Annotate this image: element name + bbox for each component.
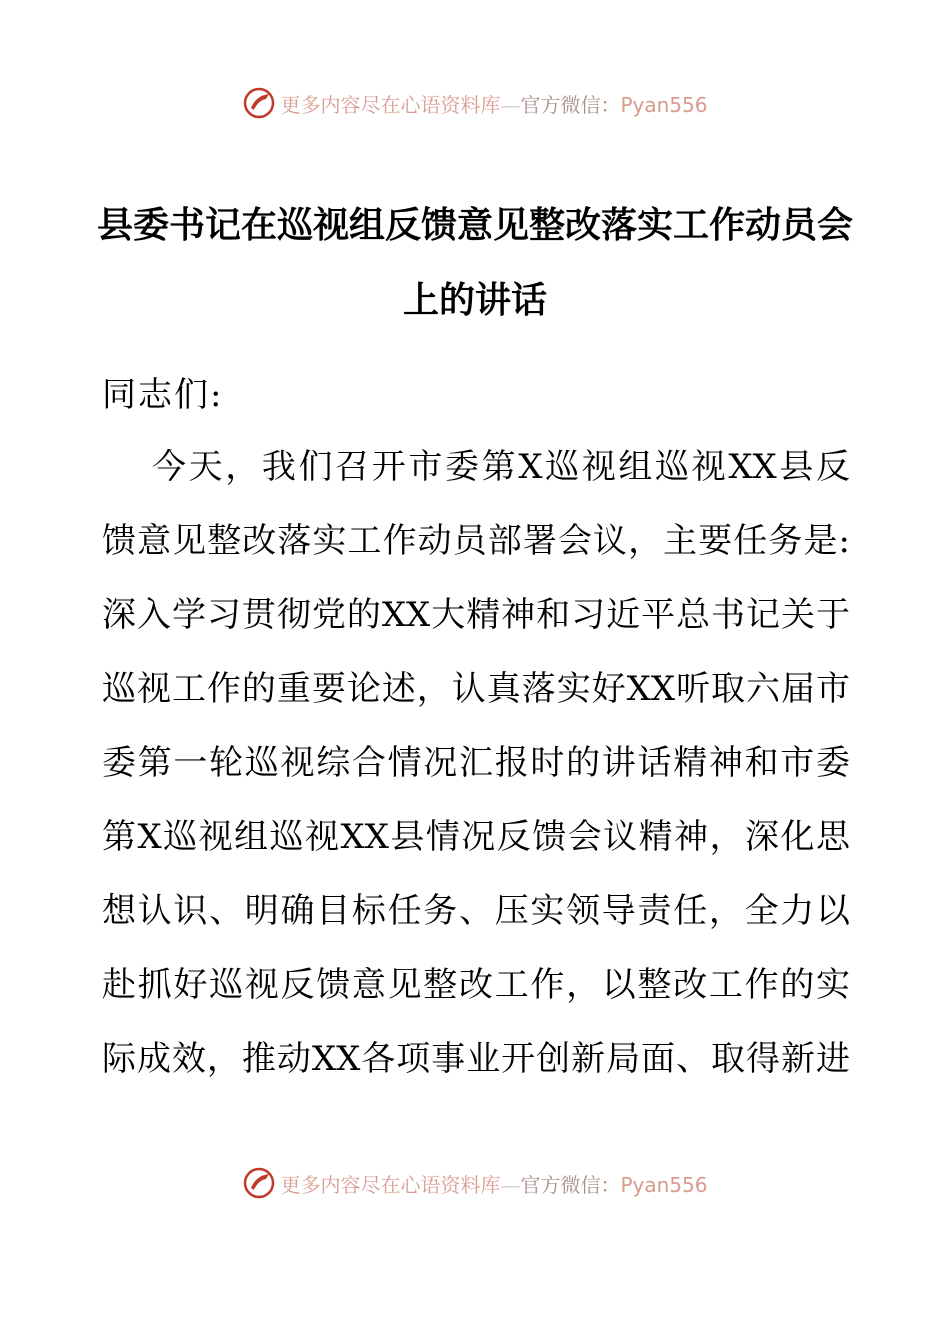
body-line-8: 赴抓好巡视反馈意见整改工作，以整改工作的实 [102,965,850,1005]
body-line-3: 深入学习贯彻党的XX大精神和习近平总书记关于 [102,595,850,635]
document-title-line1: 县委书记在巡视组反馈意见整改落实工作动员会 [96,205,853,246]
document-title-line2: 上的讲话 [402,280,547,321]
pen-logo-icon [242,86,276,120]
pen-logo-icon [242,1166,276,1200]
banner-separator: — [500,1172,521,1197]
body-line-5: 委第一轮巡视综合情况汇报时的讲话精神和市委 [102,743,850,783]
body-line-2: 馈意见整改落实工作动员部署会议，主要任务是: [102,521,850,561]
header-banner [0,83,950,123]
banner-wechat-id: Pyan556 [620,1172,708,1197]
banner-text [280,89,707,118]
banner-main-text: 更多内容尽在心语资料库 [280,92,501,117]
banner-main-text: 更多内容尽在心语资料库 [280,1172,501,1197]
banner-wechat-label: 官方微信： [520,92,621,117]
body-line-7: 想认识、明确目标任务、压实领导责任，全力以 [102,891,850,931]
body-line-9: 际成效，推动XX各项事业开创新局面、取得新进 [102,1039,850,1079]
banner-separator: — [500,92,521,117]
body-line-6: 第X巡视组巡视XX县情况反馈会议精神，深化思 [102,817,850,857]
banner-wechat-label: 官方微信： [520,1172,621,1197]
salutation: 同志们: [102,375,224,415]
body-line-4: 巡视工作的重要论述，认真落实好XX听取六届市 [102,669,850,709]
footer-banner [0,1163,950,1203]
banner-text [280,1169,707,1198]
body-line-1: 今天，我们召开市委第X巡视组巡视XX县反 [152,447,850,487]
banner-wechat-id: Pyan556 [620,92,708,117]
